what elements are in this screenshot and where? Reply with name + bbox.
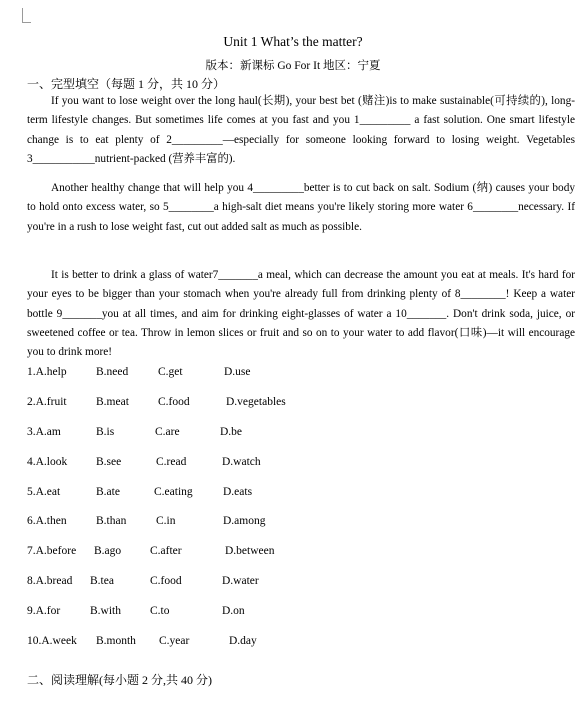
- option-b: B.tea: [90, 575, 114, 588]
- option-c: C.after: [150, 545, 182, 558]
- option-c: C.read: [156, 455, 187, 468]
- option-b: B.ate: [96, 485, 120, 498]
- option-b: B.with: [90, 605, 121, 618]
- question-row: [27, 515, 575, 545]
- section-cloze-heading: 一、完型填空（每题 1 分，共 10 分）: [27, 77, 226, 91]
- question-row: [27, 575, 575, 605]
- option-c: C.in: [156, 515, 176, 528]
- question-row: [27, 366, 575, 396]
- page-title: Unit 1 What’s the matter?: [223, 34, 363, 49]
- edition-region-line: 版本：新课标 Go For It 地区：宁夏: [205, 60, 381, 72]
- page-corner-mark: [22, 8, 31, 23]
- option-d: D.use: [224, 366, 251, 378]
- section-reading-heading: 二、阅读理解(每小题 2 分,共 40 分): [27, 673, 212, 687]
- option-a: 7.A.before: [27, 545, 77, 558]
- option-d: D.watch: [222, 455, 261, 468]
- option-a: 10.A.week: [27, 635, 77, 648]
- cloze-paragraph-2: [27, 179, 575, 237]
- option-a: 4.A.look: [27, 455, 68, 468]
- answer-options-list: [27, 366, 575, 665]
- option-c: C.to: [150, 605, 170, 618]
- question-row: [27, 545, 575, 575]
- option-c: C.food: [158, 395, 190, 408]
- option-d: D.water: [222, 575, 259, 588]
- option-a: 3.A.am: [27, 425, 61, 438]
- option-d: D.vegetables: [226, 395, 286, 408]
- option-c: C.get: [158, 366, 183, 378]
- question-row: [27, 456, 575, 486]
- option-d: D.on: [222, 605, 245, 618]
- option-b: B.see: [96, 455, 122, 468]
- question-row: [27, 635, 575, 665]
- option-d: D.be: [220, 425, 243, 438]
- option-c: C.are: [155, 425, 180, 438]
- option-b: B.need: [96, 366, 129, 378]
- option-c: C.year: [159, 635, 190, 648]
- question-row: [27, 486, 575, 516]
- option-c: C.eating: [154, 485, 193, 498]
- option-d: D.between: [225, 545, 275, 558]
- question-row: [27, 426, 575, 456]
- question-row: [27, 605, 575, 635]
- option-a: 1.A.help: [27, 366, 67, 378]
- option-d: D.among: [223, 515, 266, 528]
- option-b: B.is: [96, 425, 115, 438]
- option-a: 9.A.for: [27, 605, 61, 618]
- option-b: B.than: [96, 515, 127, 528]
- paragraph-text: It is better to drink a glass of water7_______a meal, which can decrease the amount you eat at meals. It's hard for your eyes to be bigger than your stomach when you're already full from drinking plenty of 8________! Keep a water bottle 9_______you at all times, and aim for drinking eight-glasses of water a 10_______. Don't drink soda, juice, or sweetened coffee or tea. Throw in lemon slices or fruit and so on to your water to add flavor(口味)—it will encourage you to drink more!: [27, 269, 575, 359]
- cloze-paragraph-3: [27, 266, 575, 362]
- paragraph-text: Another healthy change that will help you 4_________better is to cut back on salt. Sodium (纳) causes your body to hold onto excess water, so 5________a high-salt diet means you're likely storing more water 6________necessary. If you're in a rush to lose weight fast, cut out added salt as much as possible.: [27, 182, 575, 233]
- option-c: C.food: [150, 575, 182, 588]
- option-b: B.month: [96, 635, 136, 648]
- option-a: 2.A.fruit: [27, 395, 67, 408]
- option-a: 5.A.eat: [27, 485, 61, 498]
- option-b: B.ago: [94, 545, 122, 558]
- option-b: B.meat: [96, 395, 129, 408]
- option-a: 8.A.bread: [27, 575, 73, 588]
- option-d: D.eats: [223, 485, 253, 498]
- option-d: D.day: [229, 635, 257, 648]
- option-a: 6.A.then: [27, 515, 67, 528]
- question-row: [27, 396, 575, 426]
- paragraph-text: If you want to lose weight over the long haul(长期), your best bet (赌注)is to make sustainable(可持续的), long-term lifestyle changes. But sometimes life comes at you fast and you 1_________ a fast solution. One smart lifestyle change is to eat plenty of 2_________—especially for someone looking forward to losing weight. Vegetables 3___________nutrient-packed (营养丰富的).: [27, 95, 575, 165]
- cloze-paragraph-1: [27, 92, 575, 169]
